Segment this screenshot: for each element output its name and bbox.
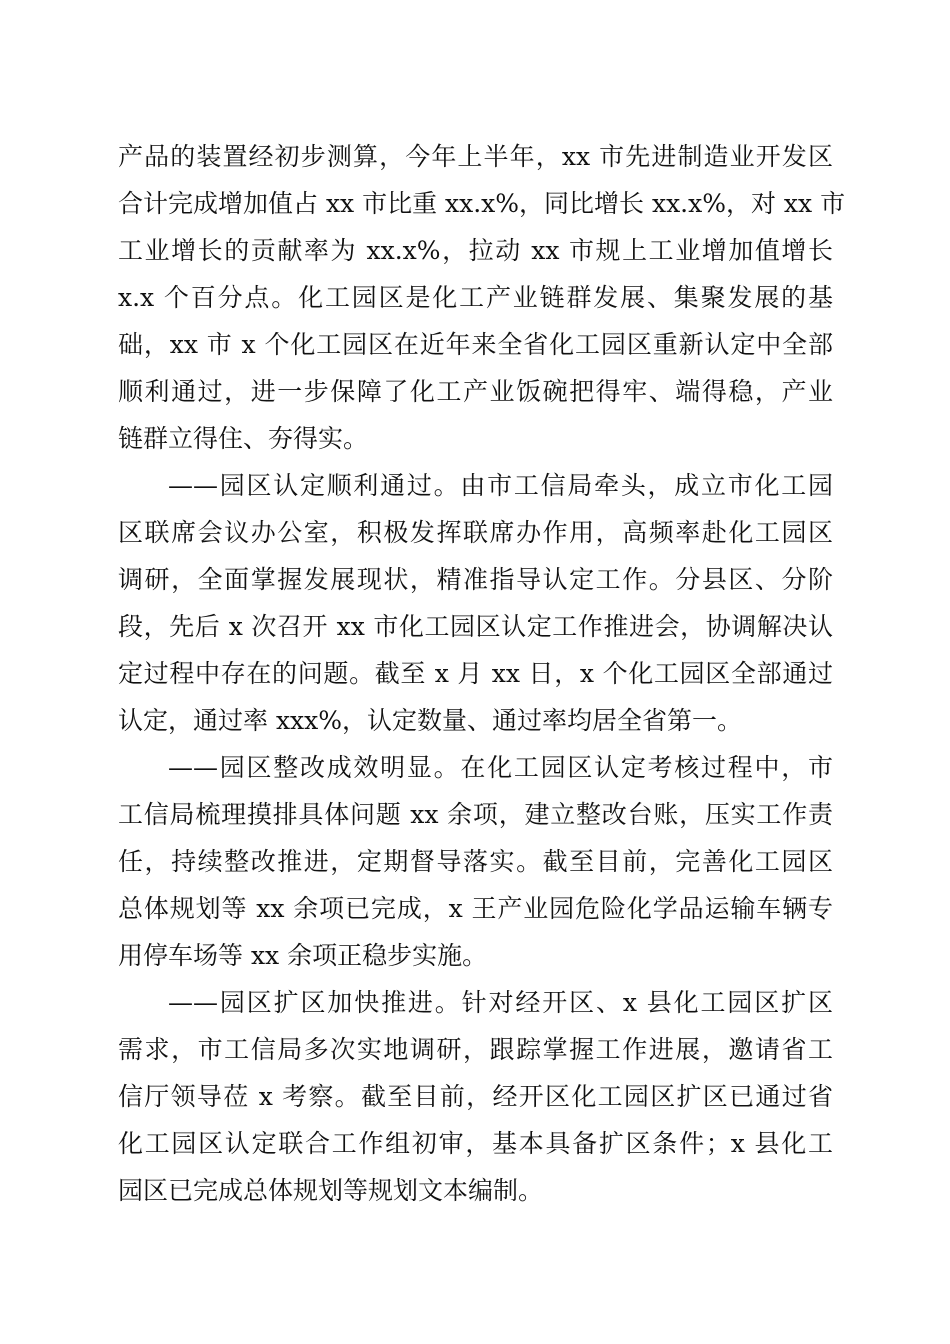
text-line: 调研，全面掌握发展现状，精准指导认定工作。分县区、分阶 [118, 565, 833, 594]
text-line: 定过程中存在的问题。截至 x 月 xx 日，x 个化工园区全部通过 [118, 659, 833, 688]
text-line: x.x 个百分点。化工园区是化工产业链群发展、集聚发展的基 [118, 283, 833, 312]
text-line: 信厅领导莅 x 考察。截至目前，经开区化工园区扩区已通过省 [118, 1082, 833, 1111]
text-line: ——园区整改成效明显。在化工园区认定考核过程中，市 [168, 753, 833, 782]
text-line: 用停车场等 xx 余项正稳步实施。 [118, 941, 488, 970]
paragraph-intro [118, 133, 846, 462]
document-page [118, 133, 846, 1214]
text-line: 工信局梳理摸排具体问题 xx 余项，建立整改台账，压实工作责 [118, 800, 833, 829]
text-line: 区联席会议办公室，积极发挥联席办作用，高频率赴化工园区 [118, 518, 833, 547]
text-line: ——园区认定顺利通过。由市工信局牵头，成立市化工园 [168, 471, 833, 500]
text-line: 任，持续整改推进，定期督导落实。截至目前，完善化工园区 [118, 847, 833, 876]
text-line: 顺利通过，进一步保障了化工产业饭碗把得牢、端得稳，产业 [118, 377, 833, 406]
text-line: 合计完成增加值占 xx 市比重 xx.x%，同比增长 xx.x%，对 xx 市 [118, 189, 846, 218]
text-line: 园区已完成总体规划等规划文本编制。 [118, 1176, 544, 1205]
text-line: ——园区扩区加快推进。针对经开区、x 县化工园区扩区 [168, 988, 833, 1017]
text-line: 化工园区认定联合工作组初审，基本具备扩区条件；x 县化工 [118, 1129, 833, 1158]
paragraph-park-certification [118, 462, 833, 744]
text-line: 需求，市工信局多次实地调研，跟踪掌握工作进展，邀请省工 [118, 1035, 833, 1064]
paragraph-park-expansion [118, 979, 833, 1214]
text-line: 工业增长的贡献率为 xx.x%，拉动 xx 市规上工业增加值增长 [118, 236, 833, 265]
text-line: 产品的装置经初步测算，今年上半年，xx 市先进制造业开发区 [118, 142, 833, 171]
text-line: 础，xx 市 x 个化工园区在近年来全省化工园区重新认定中全部 [118, 330, 833, 359]
text-line: 段，先后 x 次召开 xx 市化工园区认定工作推进会，协调解决认 [118, 612, 833, 641]
paragraph-park-rectification [118, 744, 833, 979]
text-line: 总体规划等 xx 余项已完成，x 王产业园危险化学品运输车辆专 [118, 894, 833, 923]
text-line: 认定，通过率 xxx%，认定数量、通过率均居全省第一。 [118, 706, 743, 735]
text-line: 链群立得住、夯得实。 [118, 424, 369, 453]
